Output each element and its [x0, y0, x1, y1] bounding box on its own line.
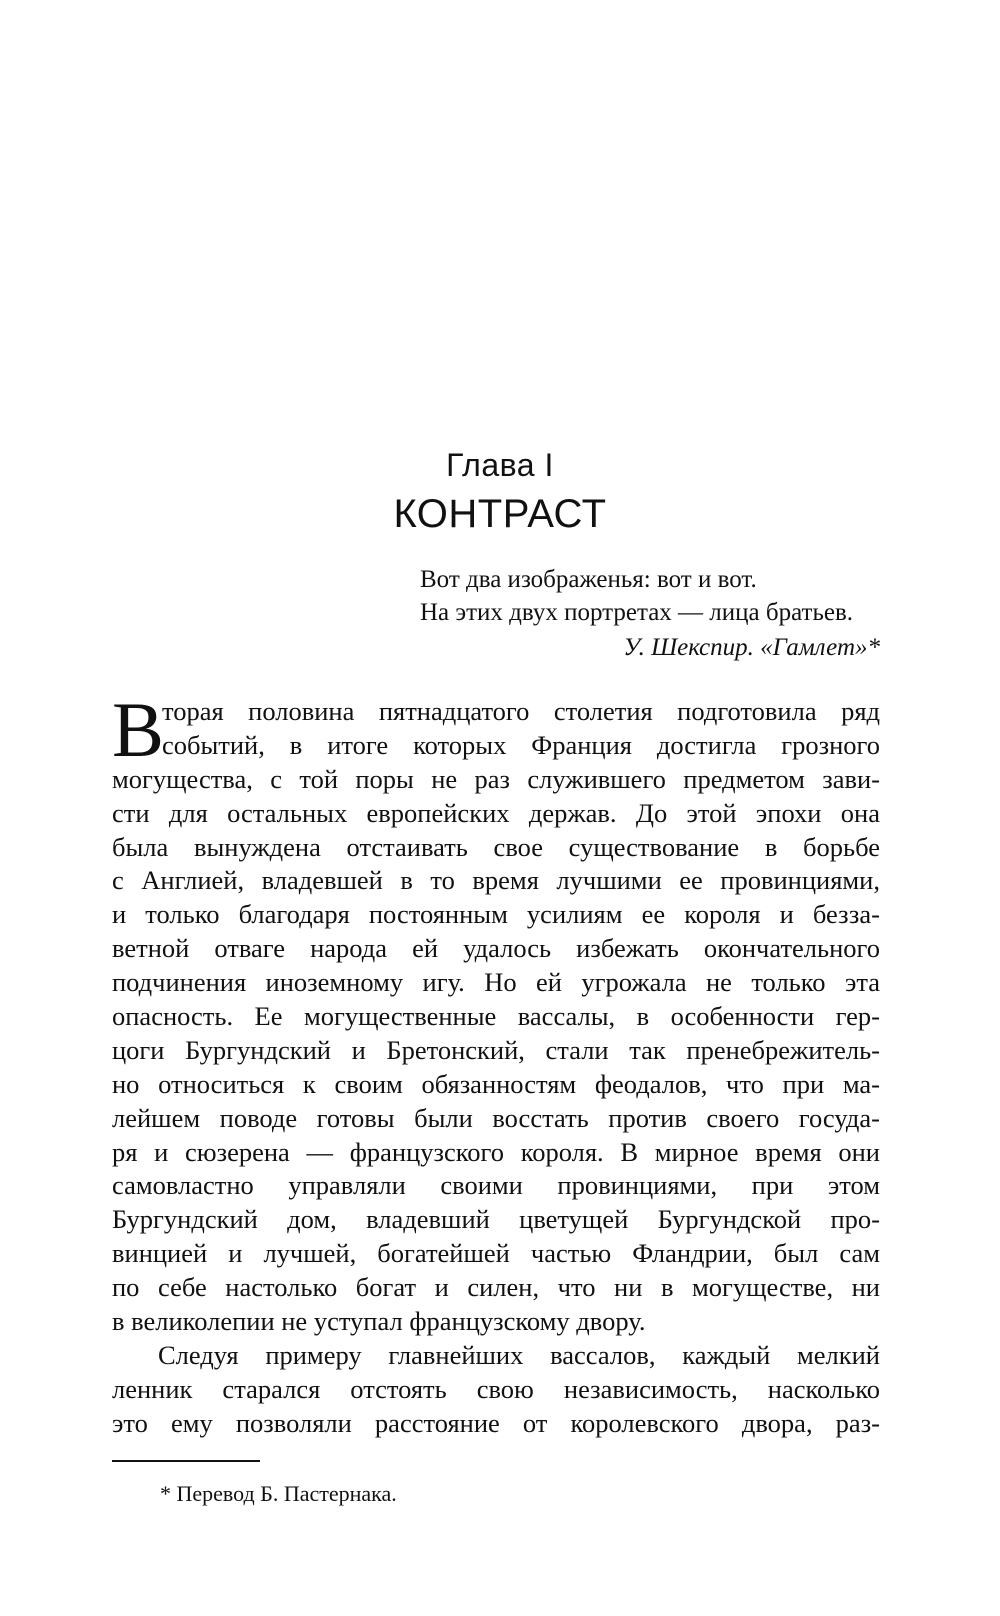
text-line: подчинения иноземному игу. Но ей угрожала не только эта: [112, 967, 880, 998]
footnote: * Перевод Б. Пастернака.: [160, 1481, 397, 1506]
text-line: цоги Бургундский и Бретонский, стали так пренебрежитель-: [112, 1034, 880, 1065]
text-line: но относиться к своим обязанностям феодалов, что при ма-: [112, 1068, 880, 1099]
text-line: могущества, с той поры не раз служившего предметом зави-: [112, 763, 880, 794]
epigraph: [420, 563, 880, 664]
text-line: Бургундский дом, владевший цветущей Бургундской про-: [112, 1204, 880, 1235]
text-line: торая половина пятнадцатого столетия подготовила ряд: [162, 696, 880, 726]
text-line: ря и сюзерена — французского короля. В мирное время они: [112, 1136, 880, 1167]
text-line: ветной отваге народа ей удалось избежать окончательного: [112, 933, 880, 964]
text-line: опасность. Ее могущественные вассалы, в особенности гер-: [112, 1001, 880, 1032]
text-line: и только благодаря постоянным усилиям ее короля и безза-: [112, 899, 880, 930]
text-line: была вынуждена отстаивать свое существование в борьбе: [112, 831, 880, 862]
chapter-label: Глава I: [446, 447, 554, 483]
text-line: лейшем поводе готовы были восстать против своего госуда-: [112, 1102, 880, 1133]
footnote-rule: [112, 1460, 260, 1462]
text-line: винцией и лучшей, богатейшей частью Фландрии, был сам: [112, 1238, 880, 1269]
drop-cap: В: [112, 686, 165, 773]
text-line: с Англией, владевшей в то время лучшими ее провинциями,: [112, 865, 880, 896]
epigraph-line: Вот два изображенья: вот и вот.: [420, 566, 757, 593]
chapter-title: КОНТРАСТ: [393, 492, 607, 536]
epigraph-attribution: У. Шекспир. «Гамлет»*: [623, 634, 880, 661]
epigraph-line: На этих двух портретах — лица братьев.: [420, 599, 854, 626]
text-line: по себе настолько богат и силен, что ни в могуществе, ни: [112, 1272, 880, 1303]
text-line: в великолепии не уступал французскому двору.: [112, 1306, 646, 1337]
text-line: сти для остальных европейских держав. До этой эпохи она: [112, 797, 880, 828]
text-line: самовластно управляли своими провинциями, при этом: [112, 1170, 880, 1201]
text-line: Следуя примеру главнейших вассалов, каждый мелкий: [158, 1339, 880, 1370]
text-line: ленник старался отстоять свою независимость, насколько: [112, 1373, 880, 1404]
body-text: [112, 686, 880, 1441]
text-line: это ему позволяли расстояние от королевского двора, раз-: [112, 1407, 880, 1438]
text-line: событий, в итоге которых Франция достигла грозного: [162, 729, 880, 760]
